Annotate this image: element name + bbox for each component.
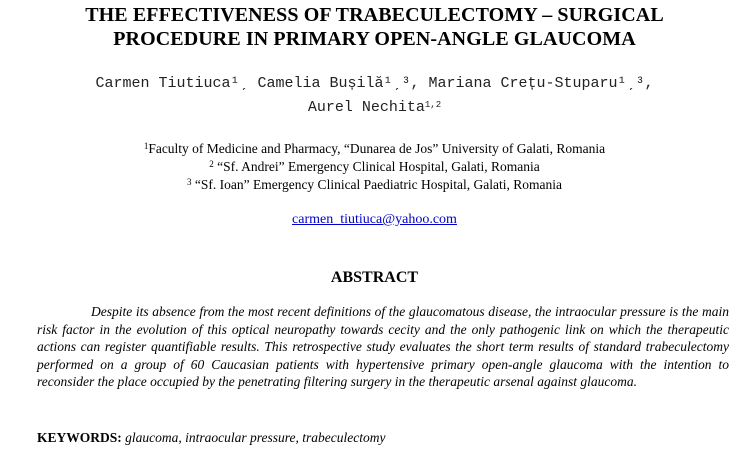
affiliation-number: 1 (143, 141, 149, 151)
author-name: Aurel Nechita (307, 99, 425, 116)
keywords-label: KEYWORDS: (37, 430, 122, 445)
abstract-heading: ABSTRACT (330, 269, 419, 286)
affiliation-number: 2 (209, 159, 214, 169)
paper-title-line-2: PROCEDURE IN PRIMARY OPEN-ANGLE GLAUCOMA (113, 28, 636, 50)
affiliation-number: 3 (186, 177, 192, 187)
paper-title-line-1: THE EFFECTIVENESS OF TRABECULECTOMY – SURGICAL (85, 4, 664, 26)
author-affiliation-marks: 1,2 (424, 100, 442, 110)
contact-email-link[interactable]: carmen_tiutiuca@yahoo.com (292, 212, 457, 227)
affiliation-text: Faculty of Medicine and Pharmacy, “Dunarea de Jos” University of Galati, Romania (148, 141, 606, 156)
keywords-value: glaucoma, intraocular pressure, trabeculectomy (121, 430, 386, 445)
author-list-line-2 (0, 95, 749, 118)
affiliation-text: “Sf. Ioan” Emergency Clinical Paediatric Hospital, Galati, Romania (191, 177, 562, 192)
affiliation-text: “Sf. Andrei” Emergency Clinical Hospital, Galati, Romania (213, 159, 540, 174)
affiliation-3 (0, 173, 749, 194)
author-list-line-1: Carmen Tiutiuca¹ˏ Camelia Bușilă¹ˏ³, Mariana Crețu-Stuparu¹ˏ³, (95, 75, 654, 92)
keywords-line (37, 429, 729, 447)
abstract-body: Despite its absence from the most recent definitions of the glaucomatous disease, the intraocular pressure is the main risk factor in the evolution of this optical neuropathy towards cecity and the only pathogenic link on which the therapeutic actions can register quantifiable results. This retrospective study evaluates the short term results of standard trabeculectomy performed on a group of 60 Caucasian patients with hypertensive primary open-angle glaucoma with the intention to reconsider the place occupied by the penetrating filtering surgery in the therapeutic arsenal against glaucoma. (37, 304, 729, 389)
